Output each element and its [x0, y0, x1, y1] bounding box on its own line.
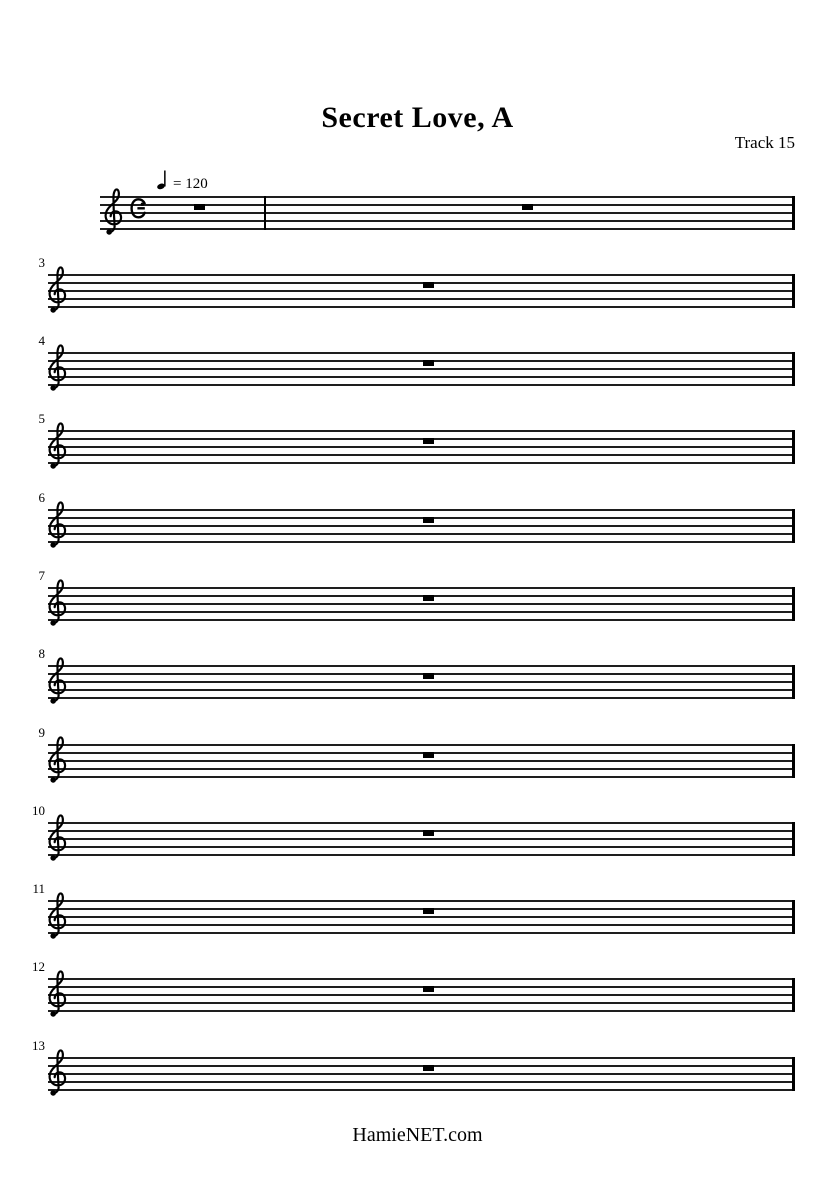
staff-line	[48, 665, 795, 667]
staff-line	[48, 838, 795, 840]
staff-line	[48, 298, 795, 300]
treble-clef-icon	[102, 184, 123, 240]
measure-number: 6	[38, 490, 45, 505]
final-barline	[792, 744, 795, 778]
whole-rest	[194, 204, 205, 210]
treble-clef-icon	[46, 262, 67, 318]
staff-line	[48, 282, 795, 284]
treble-clef-icon	[46, 340, 67, 396]
staff-line	[48, 1065, 795, 1067]
whole-rest	[423, 438, 434, 444]
barline	[264, 196, 266, 230]
staff-line	[48, 822, 795, 824]
staff-line	[48, 1089, 795, 1091]
staff-line	[48, 768, 795, 770]
measure-number: 11	[32, 881, 45, 896]
staff-line	[48, 438, 795, 440]
staff-system	[48, 509, 795, 543]
staff-line	[48, 1081, 795, 1083]
staff-line	[48, 611, 795, 613]
staff-line	[48, 744, 795, 746]
staff-line	[48, 306, 795, 308]
quarter-note-icon	[157, 169, 168, 190]
whole-rest	[423, 282, 434, 288]
staff-line	[48, 776, 795, 778]
staff-line	[48, 368, 795, 370]
treble-clef-icon	[46, 653, 67, 709]
staff-line	[48, 541, 795, 543]
staff-line	[48, 697, 795, 699]
staff-line	[100, 212, 795, 214]
staff-system	[48, 900, 795, 934]
final-barline	[792, 196, 795, 230]
whole-rest	[423, 986, 434, 992]
measure-number: 3	[38, 255, 45, 270]
staff-line	[48, 384, 795, 386]
staff-system	[48, 1057, 795, 1091]
treble-clef-icon	[46, 810, 67, 866]
measure-number: 10	[32, 803, 45, 818]
staff-line	[48, 587, 795, 589]
whole-rest	[423, 360, 434, 366]
page-title: Secret Love, A	[321, 101, 514, 134]
treble-clef-icon	[46, 418, 67, 474]
footer-site-label: HamieNET.com	[352, 1124, 483, 1146]
measure-number: 5	[38, 411, 45, 426]
treble-clef-icon	[46, 732, 67, 788]
staff-line	[48, 462, 795, 464]
staff-line	[48, 525, 795, 527]
staff-line	[48, 673, 795, 675]
staff-line	[48, 603, 795, 605]
staff-line	[48, 900, 795, 902]
staff-line	[100, 228, 795, 230]
staff-line	[48, 376, 795, 378]
staff-line	[48, 517, 795, 519]
track-label: Track 15	[734, 133, 795, 152]
whole-rest	[423, 673, 434, 679]
staff-line	[48, 924, 795, 926]
staff-line	[48, 986, 795, 988]
staff-line	[48, 932, 795, 934]
staff-line	[48, 446, 795, 448]
staff-line	[48, 430, 795, 432]
staff-line	[48, 978, 795, 980]
staff-line	[48, 760, 795, 762]
staff-line	[48, 854, 795, 856]
staff-system	[48, 822, 795, 856]
whole-rest	[423, 752, 434, 758]
staff-system	[100, 176, 795, 230]
staff-system	[48, 274, 795, 308]
treble-clef-icon	[46, 1045, 67, 1101]
whole-rest	[522, 204, 533, 210]
final-barline	[792, 665, 795, 699]
treble-clef-icon	[46, 888, 67, 944]
common-time-icon	[130, 198, 147, 219]
final-barline	[792, 1057, 795, 1091]
staff-system	[48, 665, 795, 699]
staff-line	[100, 196, 795, 198]
staff-line	[100, 220, 795, 222]
measure-number: 9	[38, 725, 45, 740]
staff-line	[48, 290, 795, 292]
whole-rest	[423, 517, 434, 523]
final-barline	[792, 352, 795, 386]
staff-line	[48, 352, 795, 354]
treble-clef-icon	[46, 966, 67, 1022]
staff-line	[48, 509, 795, 511]
staff-line	[48, 1073, 795, 1075]
staff-line	[48, 1002, 795, 1004]
final-barline	[792, 509, 795, 543]
staff-line	[48, 454, 795, 456]
staff-system	[48, 352, 795, 386]
tempo-marking	[157, 169, 208, 193]
staff-line	[48, 533, 795, 535]
treble-clef-icon	[46, 575, 67, 631]
measure-number: 13	[32, 1038, 45, 1053]
staff-line	[48, 689, 795, 691]
staff-system	[48, 430, 795, 464]
staff-system	[48, 978, 795, 1012]
staff-line	[48, 752, 795, 754]
staff-line	[48, 994, 795, 996]
whole-rest	[423, 1065, 434, 1071]
final-barline	[792, 430, 795, 464]
final-barline	[792, 900, 795, 934]
measure-number: 7	[38, 568, 45, 583]
staff-line	[48, 681, 795, 683]
final-barline	[792, 587, 795, 621]
staff-line	[48, 830, 795, 832]
staff-line	[48, 1057, 795, 1059]
staff-system	[48, 744, 795, 778]
whole-rest	[423, 908, 434, 914]
staff-line	[48, 595, 795, 597]
staff-line	[48, 908, 795, 910]
final-barline	[792, 274, 795, 308]
measure-number: 4	[38, 333, 45, 348]
staff-line	[48, 1010, 795, 1012]
staff-line	[48, 619, 795, 621]
measure-number: 8	[38, 646, 45, 661]
whole-rest	[423, 830, 434, 836]
final-barline	[792, 978, 795, 1012]
measure-number: 12	[32, 959, 45, 974]
final-barline	[792, 822, 795, 856]
treble-clef-icon	[46, 497, 67, 553]
whole-rest	[423, 595, 434, 601]
staff-system	[48, 587, 795, 621]
staff-line	[48, 360, 795, 362]
staff-line	[48, 274, 795, 276]
staff-line	[48, 916, 795, 918]
tempo-bpm-text: = 120	[173, 176, 208, 192]
staff-line	[48, 846, 795, 848]
